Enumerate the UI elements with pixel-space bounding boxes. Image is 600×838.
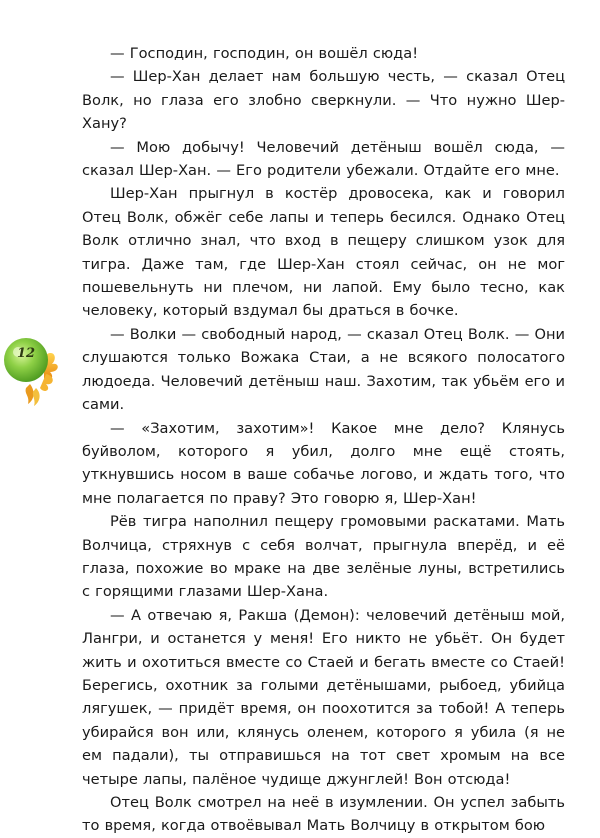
paragraph-7: Рёв тигра наполнил пещеру громовыми раскатами. Мать Волчица, стряхнув с себя волчат, прыгнула вперёд, и её глаза, похожие во мраке на две зелёные луны, встретились с горящими глазами Шер-Хана. xyxy=(82,513,565,601)
paragraph-9: Отец Волк смотрел на неё в изумлении. Он успел забыть то время, когда отвоёвывал Мать Волчицу в открытом бою xyxy=(82,794,565,835)
paragraph-4: Шер-Хан прыгнул в костёр дровосека, как и говорил Отец Волк, обжёг себе лапы и теперь бесился. Однако Отец Волк отлично знал, что вход в пещеру слишком узок для тигра. Даже там, где Шер-Хан стоял сейчас, он не мог пошевельнуть ни плечом, ни лапой. Ему было тесно, как человеку, который вздумал бы драться в бочке. xyxy=(82,185,565,320)
paragraph-1: — Господин, господин, он вошёл сюда! xyxy=(110,45,419,62)
paragraph-6: — «Захотим, захотим»! Какое мне дело? Клянусь буйволом, которого я убил, долго мне ещё стоять, уткнувшись носом в ваше собачье логово, и ждать того, что мне полагается по праву? Это говорю я, Шер-Хан! xyxy=(82,419,565,507)
green-sphere-flame-icon xyxy=(0,330,62,410)
paragraph-5: — Волки — свободный народ, — сказал Отец Волк. — Они слушаются только Вожака Стаи, а не всякого полосатого людоеда. Человечий детёныш наш. Захотим, так убьём его и сами. xyxy=(82,325,565,414)
story-text xyxy=(82,42,565,838)
page-number-badge xyxy=(0,330,62,410)
paragraph-2: — Шер-Хан делает нам большую честь, — сказал Отец Волк, но глаза его злобно сверкнули. — Что нужно Шер-Хану? xyxy=(82,68,565,133)
paragraph-3: — Мою добычу! Человечий детёныш вошёл сюда, — сказал Шер-Хан. — Его родители убежали. Отдайте его мне. xyxy=(82,138,565,180)
paragraph-8: — А отвечаю я, Ракша (Демон): человечий детёныш мой, Лангри, и останется у меня! Его никто не убьёт. Он будет жить и охотиться вместе со Стаей и бегать вместе со Стаей! Берегись, охотник за голыми детёнышами, рыбоед, убийца лягушек, — придёт время, он поохотится за тобой! А теперь убирайся вон или, клянусь оленем, которого я убила (я не ем падали), ты отправишься на тот свет хромым на все четыре лапы, палёное чудище джунглей! Вон отсюда! xyxy=(82,606,565,788)
page-number: 12 xyxy=(16,346,36,361)
